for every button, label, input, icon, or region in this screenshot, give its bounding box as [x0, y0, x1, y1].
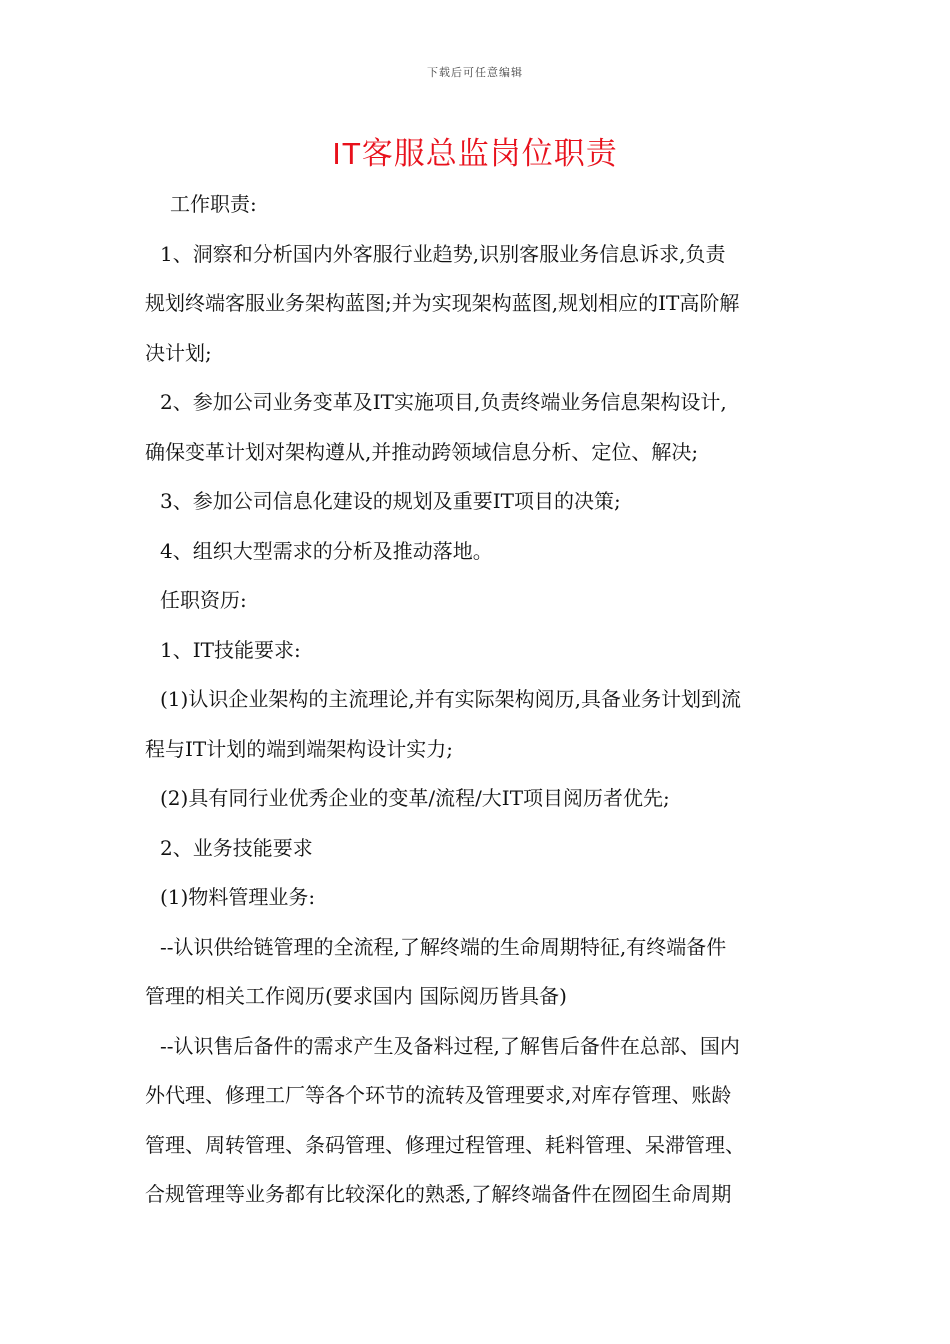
text-line: (1)认识企业架构的主流理论,并有实际架构阅历,具备业务计划到流: [160, 687, 742, 711]
text-line: 管理、周转管理、条码管理、修理过程管理、耗料管理、呆滞管理、: [145, 1132, 745, 1157]
text-line: 1、洞察和分析国内外客服行业趋势,识别客服业务信息诉求,负责: [160, 241, 726, 266]
text-line: --认识供给链管理的全流程,了解终端的生命周期特征,有终端备件: [160, 934, 727, 959]
text-line: (2)具有同行业优秀企业的变革/流程/大IT项目阅历者优先;: [160, 786, 670, 810]
text-line: 规划终端客服业务架构蓝图;并为实现架构蓝图,规划相应的IT高阶解: [145, 291, 740, 315]
text-line: 决计划;: [145, 340, 212, 365]
text-line: 合规管理等业务都有比较深化的熟悉,了解终端备件在囫囵生命周期: [145, 1182, 732, 1206]
header-note: 下载后可任意编辑: [427, 66, 523, 79]
text-line: 确保变革计划对架构遵从,并推动跨领域信息分析、定位、解决;: [145, 439, 699, 464]
document-body: [145, 180, 825, 1220]
text-line: 程与IT计划的端到端架构设计实力;: [145, 736, 453, 761]
text-line: 4、组织大型需求的分析及推动落地。: [160, 538, 493, 563]
text-line: 外代理、修理工厂等各个环节的流转及管理要求,对库存管理、账龄: [145, 1083, 732, 1107]
text-line: 1、IT技能要求:: [160, 637, 301, 662]
text-line: 2、业务技能要求: [160, 835, 313, 860]
text-line: 管理的相关工作阅历(要求国内 国际阅历皆具备): [145, 984, 567, 1008]
text-line: (1)物料管理业务:: [160, 885, 316, 909]
text-line: 2、参加公司业务变革及IT实施项目,负责终端业务信息架构设计,: [160, 390, 727, 414]
text-line: 任职资历:: [160, 588, 247, 612]
text-line: 工作职责:: [170, 192, 257, 216]
page-title: IT客服总监岗位职责: [332, 136, 618, 171]
text-line: 3、参加公司信息化建设的规划及重要IT项目的决策;: [160, 489, 621, 513]
text-line: --认识售后备件的需求产生及备料过程,了解售后备件在总部、国内: [160, 1033, 740, 1058]
